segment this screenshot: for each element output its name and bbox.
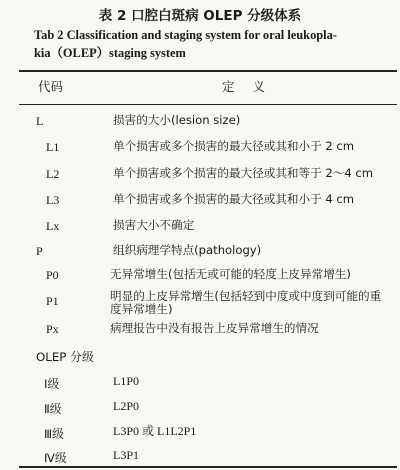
row-code: P1 [46, 294, 59, 308]
row-definition: 损害大小不确定 [113, 218, 195, 232]
row-code: OLEP 分级 [36, 350, 94, 364]
row-code: L2 [46, 167, 60, 181]
row-code: P [36, 244, 43, 258]
row-code: Ⅳ级 [44, 451, 67, 465]
row-definition: L2P0 [113, 399, 140, 413]
table-bottom-rule [19, 466, 397, 468]
row-code: P0 [46, 268, 59, 282]
table-title-english-line-1: Tab 2 Classification and staging system for oral leukopla- [34, 28, 337, 42]
row-definition: 单个损害或多个损害的最大径或其和小于 4 cm [113, 192, 355, 206]
row-code: L [36, 114, 44, 128]
row-definition: 组织病理学特点(pathology) [113, 243, 262, 257]
column-header-code: 代码 [38, 79, 64, 94]
row-code: Ⅱ级 [44, 402, 62, 416]
row-definition: 无异常增生(包括无或可能的轻度上皮异常增生) [110, 267, 351, 281]
column-header-definition: 定义 [222, 79, 284, 94]
row-definition: 单个损害或多个损害的最大径或其和等于 2～4 cm [113, 166, 374, 180]
table-top-rule [19, 70, 397, 72]
row-code: Lx [46, 219, 60, 233]
row-code: Px [46, 322, 59, 336]
row-definition: 损害的大小(lesion size) [113, 113, 241, 127]
row-code: Ⅰ级 [44, 377, 60, 391]
table-title-english [34, 26, 390, 62]
row-definition: L3P1 [113, 448, 140, 462]
row-code: L3 [46, 193, 60, 207]
table-header-rule [19, 104, 397, 105]
row-definition: 单个损害或多个损害的最大径或其和小于 2 cm [113, 139, 355, 153]
table-title-english-line-2: kia（OLEP）staging system [34, 46, 186, 60]
row-code: Ⅲ级 [44, 427, 64, 441]
row-definition: L1P0 [113, 374, 140, 388]
row-code: L1 [46, 140, 60, 154]
row-definition: L3P0 或 L1L2P1 [113, 424, 197, 438]
table-title-chinese: 表 2 口腔白斑病 OLEP 分级体系 [98, 8, 302, 24]
row-definition: 病理报告中没有报告上皮异常增生的情况 [110, 321, 319, 335]
row-definition: 明显的上皮异常增生(包括轻到中度或中度到可能的重度异常增生) [110, 289, 382, 316]
